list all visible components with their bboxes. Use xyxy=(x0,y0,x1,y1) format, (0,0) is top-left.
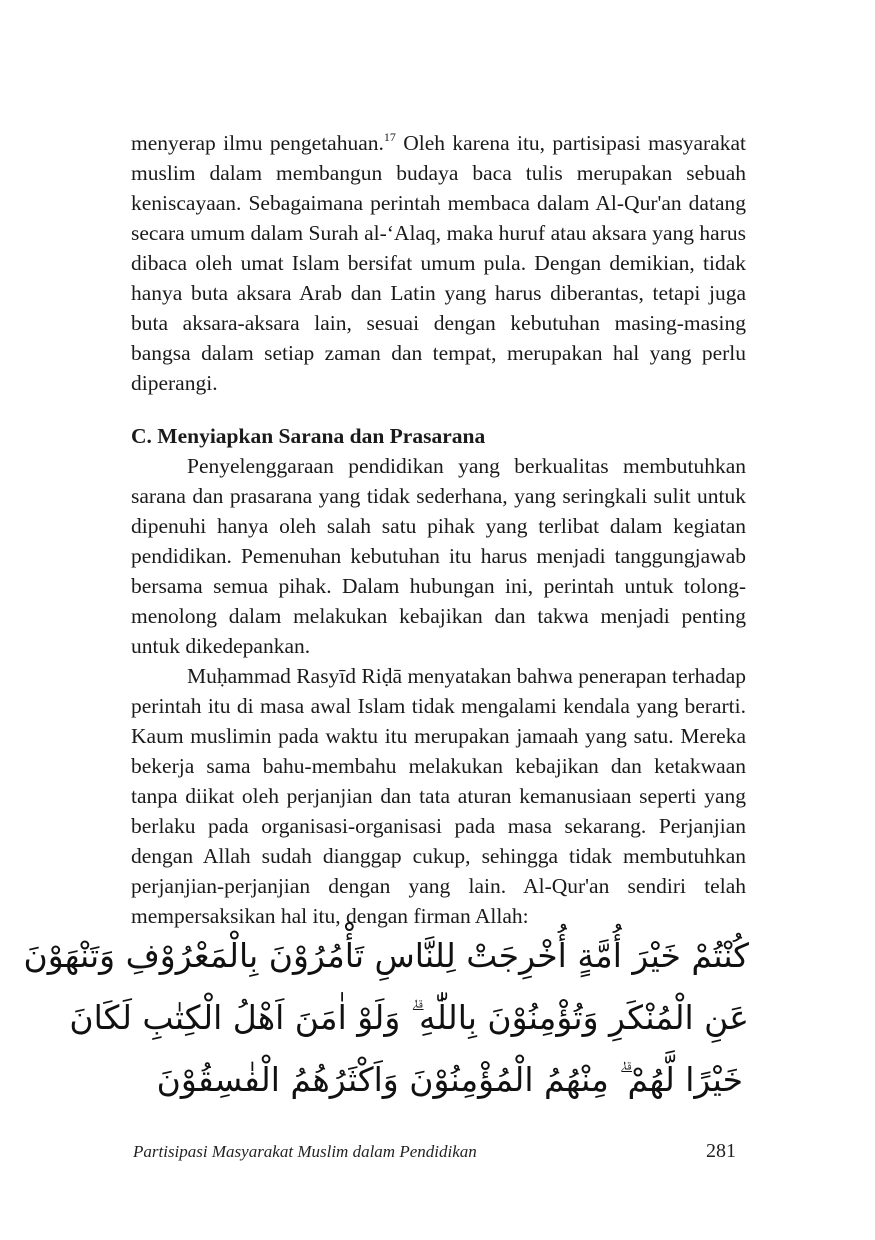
section-heading: C. Menyiapkan Sarana dan Prasarana xyxy=(131,424,486,448)
paragraph-2: Penyelenggaraan pendidikan yang berkualitas membutuhkan sarana dan prasarana yang tidak sederhana, yang seringkali sulit untuk dipenuhi hanya oleh salah satu pihak yang terlibat dalam kegiatan pendidikan. Pemenuhan kebutuhan itu harus menjadi tanggungjawab bersama semua pihak. Dalam hubungan ini, perintah untuk tolong-menolong dalam melakukan kebajikan dan takwa menjadi penting untuk dikedepankan. xyxy=(131,454,746,658)
paragraph-3: Muḥammad Rasyīd Riḍā menyatakan bahwa penerapan terhadap perintah itu di masa awal Islam tidak mengalami kendala yang berarti. Kaum muslimin pada waktu itu merupakan jamaah yang satu. Mereka bekerja sama bahu-membahu melakukan kebajikan dan ketakwaan tanpa diikat oleh perjanjian dan tata aturan kemanusiaan seperti yang berlaku pada organisasi-organisasi pada masa sekarang. Perjanjian dengan Allah sudah dianggap cukup, sehingga tidak membutuhkan perjanjian-perjanjian dengan yang lain. Al-Qur'an sendiri telah mempersaksikan hal itu, dengan firman Allah: xyxy=(131,664,746,928)
footnote-marker[interactable]: 17 xyxy=(383,130,396,144)
quran-verse xyxy=(23,925,749,1111)
quran-verse-line-1: كُنْتُمْ خَيْرَ أُمَّةٍ أُخْرِجَتْ لِلنَّاسِ تَأْمُرُوْنَ بِالْمَعْرُوْفِ وَتَنْهَوْنَ xyxy=(23,936,749,975)
page-body xyxy=(131,128,746,931)
quran-verse-line-2: عَنِ الْمُنْكَرِ وَتُؤْمِنُوْنَ بِاللّٰهِ ۗ وَلَوْ اٰمَنَ اَهْلُ الْكِتٰبِ لَكَانَ xyxy=(69,998,749,1037)
running-footer-title: Partisipasi Masyarakat Muslim dalam Pendidikan xyxy=(133,1142,477,1161)
page-number: 281 xyxy=(706,1140,736,1162)
paragraph-1-text-a: menyerap ilmu pengetahuan. xyxy=(131,131,384,155)
quran-verse-line-3: خَيْرًا لَّهُمْ ۗ مِنْهُمُ الْمُؤْمِنُوْنَ وَاَكْثَرُهُمُ الْفٰسِقُوْنَ xyxy=(156,1060,743,1099)
paragraph-1-text-b: Oleh karena itu, partisipasi masyarakat muslim dalam membangun budaya baca tulis merupakan sebuah keniscayaan. Sebagaimana perintah membaca dalam Al-Qur'an datang secara umum dalam Surah al-‘Alaq, maka huruf atau aksara yang harus dibaca oleh umat Islam bersifat umum pula. Dengan demikian, tidak hanya buta aksara Arab dan Latin yang harus diberantas, tetapi juga buta aksara-aksara lain, sesuai dengan kebutuhan masing-masing bangsa dalam setiap zaman dan tempat, merupakan hal yang perlu diperangi. xyxy=(131,131,747,395)
paragraph-1 xyxy=(131,128,746,398)
